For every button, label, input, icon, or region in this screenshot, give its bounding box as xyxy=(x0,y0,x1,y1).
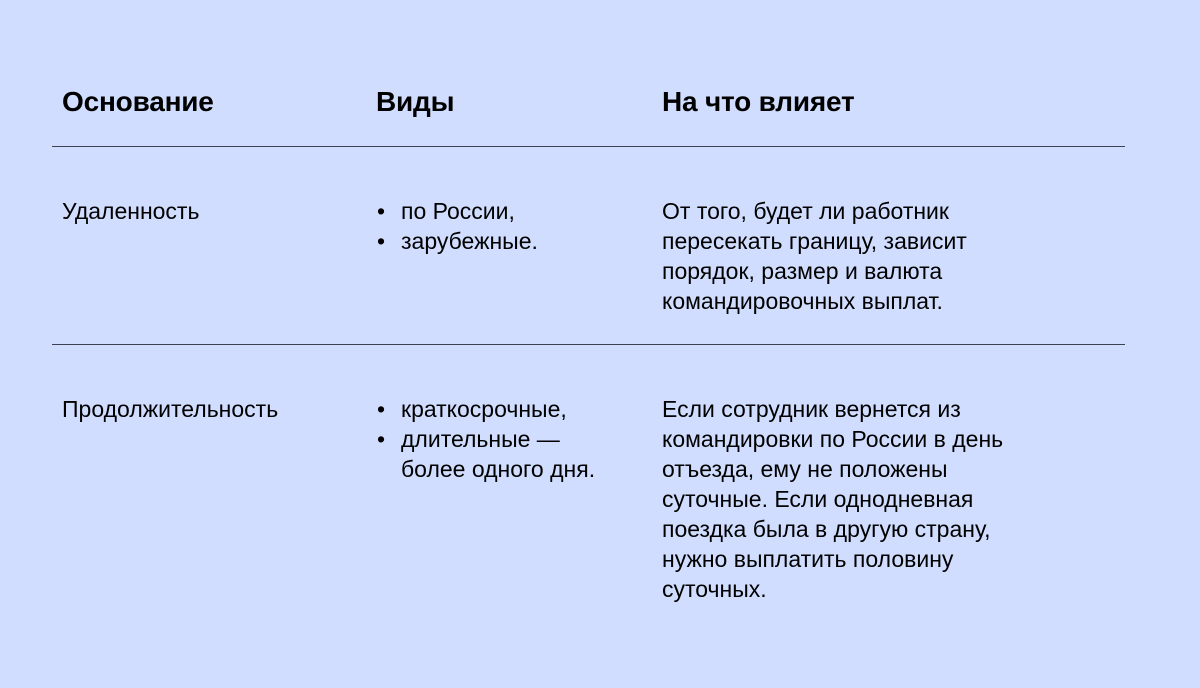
row-basis: Удаленность xyxy=(62,198,200,224)
effect-line: От того, будет ли работник xyxy=(662,198,949,224)
effect-line: поездка была в другую страну, xyxy=(662,516,991,542)
list-item xyxy=(376,424,595,484)
types-list xyxy=(376,394,595,484)
effect-line: командировки по России в день xyxy=(662,426,1004,452)
bullet-icon: • xyxy=(376,426,386,452)
types-list xyxy=(376,196,538,256)
list-item-text-continued: более одного дня. xyxy=(401,456,596,482)
row-divider xyxy=(52,344,1125,345)
header-types: Виды xyxy=(376,86,455,117)
bullet-icon: • xyxy=(376,198,386,224)
header-effect: На что влияет xyxy=(662,86,855,117)
list-item-text: по России, xyxy=(401,198,515,224)
row-basis: Продолжительность xyxy=(62,396,279,422)
list-item xyxy=(376,196,538,226)
bullet-icon: • xyxy=(376,228,386,254)
effect-line: Если сотрудник вернется из xyxy=(662,396,961,422)
effect-line: суточных. xyxy=(662,576,767,602)
effect-line: порядок, размер и валюта xyxy=(662,258,943,284)
effect-line: пересекать границу, зависит xyxy=(662,228,967,254)
row-types xyxy=(376,196,538,256)
row-effect xyxy=(662,196,967,316)
bullet-icon: • xyxy=(376,396,386,422)
list-item-text: длительные — xyxy=(401,426,560,452)
list-item-text: зарубежные. xyxy=(401,228,538,254)
effect-line: суточные. Если однодневная xyxy=(662,486,974,512)
list-item xyxy=(376,394,595,424)
list-item-text: краткосрочные, xyxy=(401,396,567,422)
row-effect xyxy=(662,394,1003,604)
list-item xyxy=(376,226,538,256)
effect-line: нужно выплатить половину xyxy=(662,546,954,572)
header-divider xyxy=(52,146,1125,147)
table-header xyxy=(52,84,1125,124)
effect-line: командировочных выплат. xyxy=(662,288,943,314)
row-types xyxy=(376,394,595,484)
effect-line: отъезда, ему не положены xyxy=(662,456,948,482)
header-basis: Основание xyxy=(62,86,214,117)
